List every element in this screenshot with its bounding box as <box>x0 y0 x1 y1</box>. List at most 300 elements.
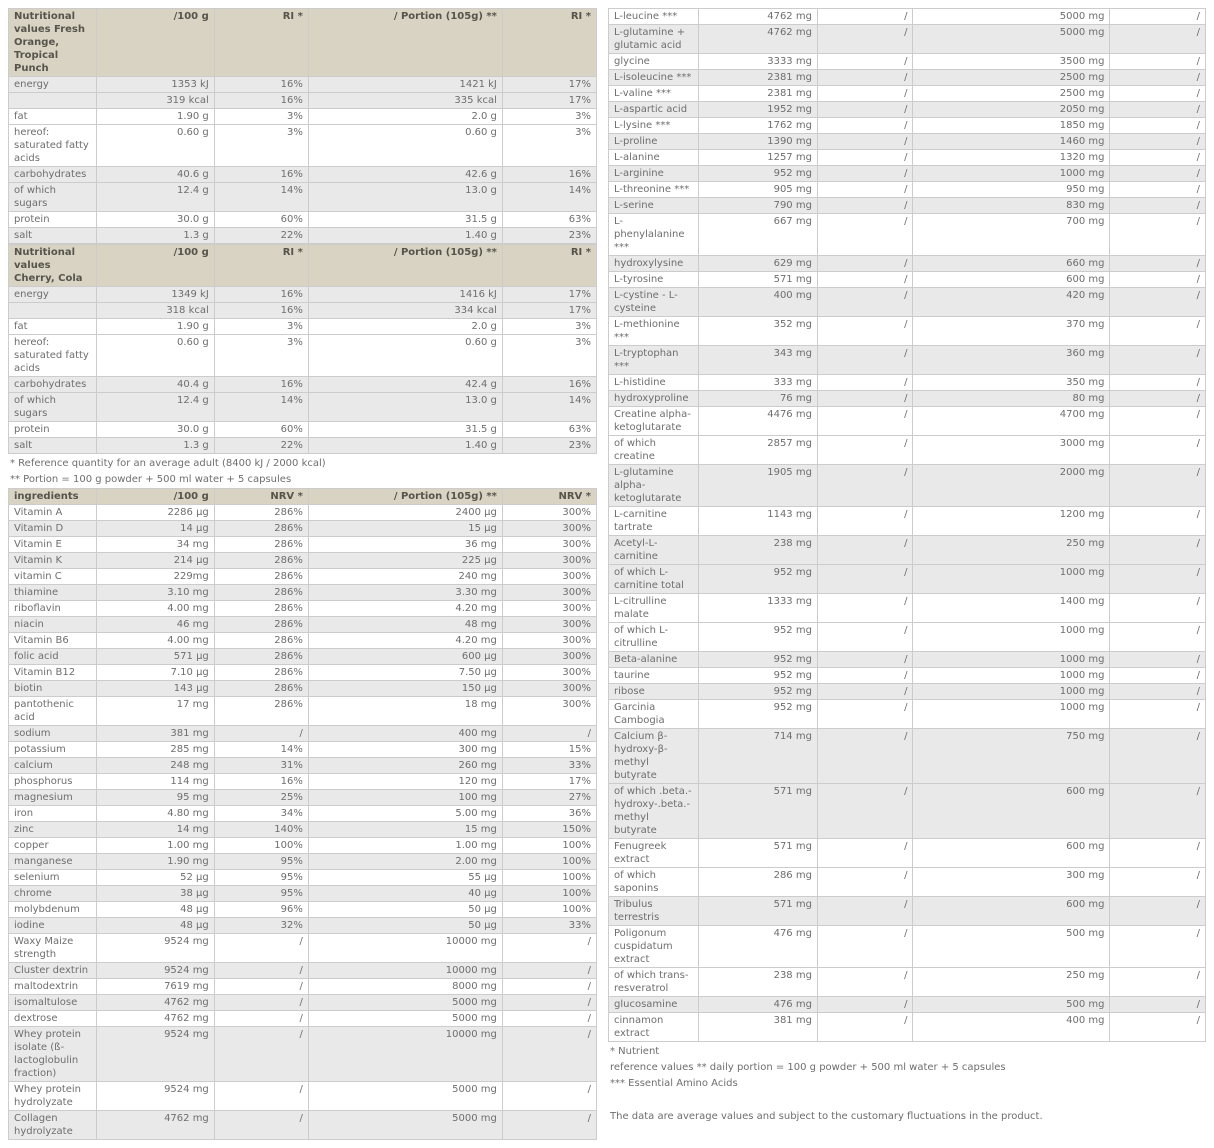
ri2-percent-cell: 17% <box>502 77 596 93</box>
per-100g-cell: 40.4 g <box>97 377 215 393</box>
per-portion-cell: 100 mg <box>308 790 502 806</box>
table-title: Nutritional values Fresh Orange, Tropical Punch <box>9 9 97 77</box>
per-portion-cell: 0.60 g <box>308 125 502 167</box>
table-row <box>609 926 1206 968</box>
row-label-cell: Whey protein isolate (ß- lactoglobulin fraction) <box>9 1027 97 1082</box>
ri-percent-cell: / <box>214 1082 308 1111</box>
table-row <box>9 422 597 438</box>
table-row <box>609 897 1206 926</box>
row-label-cell: Waxy Maize strength <box>9 934 97 963</box>
per-100g-cell: 4476 mg <box>698 407 817 436</box>
table-row <box>609 868 1206 897</box>
per-100g-cell: 7.10 µg <box>97 665 215 681</box>
ri2-percent-cell: 17% <box>502 93 596 109</box>
ri2-percent-cell: / <box>1110 668 1206 684</box>
per-portion-cell: 5000 mg <box>913 9 1110 25</box>
table-row <box>9 995 597 1011</box>
table-row <box>9 183 597 212</box>
per-100g-cell: 319 kcal <box>97 93 215 109</box>
column-header-ri: RI * <box>214 9 308 77</box>
table-row <box>9 228 597 244</box>
row-label-cell: calcium <box>9 758 97 774</box>
per-portion-cell: 2.0 g <box>308 319 502 335</box>
per-portion-cell: 0.60 g <box>308 335 502 377</box>
amino-acids-table <box>608 8 1206 1042</box>
ri-percent-cell: 22% <box>214 438 308 454</box>
row-label-cell: glucosamine <box>609 997 699 1013</box>
row-label-cell: L-alanine <box>609 150 699 166</box>
ri2-percent-cell: 17% <box>502 774 596 790</box>
per-100g-cell: 571 mg <box>698 272 817 288</box>
ri2-percent-cell: 100% <box>502 854 596 870</box>
ri-percent-cell: 32% <box>214 918 308 934</box>
footnote-portion-definition: ** Portion = 100 g powder + 500 ml water + 5 capsules <box>10 474 292 485</box>
row-label-cell: Cluster dextrin <box>9 963 97 979</box>
table-row <box>609 507 1206 536</box>
per-100g-cell: 952 mg <box>698 652 817 668</box>
row-label-cell: of which sugars <box>9 393 97 422</box>
per-portion-cell: 5000 mg <box>308 1111 502 1140</box>
per-100g-cell: 9524 mg <box>97 1082 215 1111</box>
row-label-cell: vitamin C <box>9 569 97 585</box>
ri-percent-cell: / <box>214 1011 308 1027</box>
table-row <box>609 1013 1206 1042</box>
row-label-cell: Collagen hydrolyzate <box>9 1111 97 1140</box>
per-portion-cell: 31.5 g <box>308 422 502 438</box>
ri2-percent-cell: / <box>1110 436 1206 465</box>
per-100g-cell: 143 µg <box>97 681 215 697</box>
ri2-percent-cell: / <box>1110 375 1206 391</box>
ri-percent-cell: / <box>817 565 913 594</box>
ri-percent-cell: / <box>214 995 308 1011</box>
per-100g-cell: 352 mg <box>698 317 817 346</box>
ri2-percent-cell: / <box>1110 968 1206 997</box>
per-100g-cell: 3333 mg <box>698 54 817 70</box>
per-portion-cell: 250 mg <box>913 536 1110 565</box>
table-row <box>609 594 1206 623</box>
ri2-percent-cell: / <box>1110 25 1206 54</box>
ri2-percent-cell: / <box>1110 70 1206 86</box>
per-portion-cell: 225 µg <box>308 553 502 569</box>
per-100g-cell: 4.80 mg <box>97 806 215 822</box>
per-100g-cell: 952 mg <box>698 565 817 594</box>
table-row <box>9 979 597 995</box>
per-100g-cell: 318 kcal <box>97 303 215 319</box>
per-portion-cell: 1416 kJ <box>308 287 502 303</box>
per-portion-cell: 1320 mg <box>913 150 1110 166</box>
per-portion-cell: 600 mg <box>913 272 1110 288</box>
ri-percent-cell: 286% <box>214 681 308 697</box>
row-label-cell: maltodextrin <box>9 979 97 995</box>
ri2-percent-cell: 27% <box>502 790 596 806</box>
per-portion-cell: 1400 mg <box>913 594 1110 623</box>
ri-percent-cell: 286% <box>214 585 308 601</box>
row-label-cell: magnesium <box>9 790 97 806</box>
ri2-percent-cell: 300% <box>502 585 596 601</box>
row-label-cell: L-serine <box>609 198 699 214</box>
ri2-percent-cell: 23% <box>502 438 596 454</box>
table-row <box>609 118 1206 134</box>
footnote-daily-portion: reference values ** daily portion = 100 g powder + 500 ml water + 5 capsules <box>610 1062 1006 1073</box>
row-label-cell: copper <box>9 838 97 854</box>
per-portion-cell: 3.30 mg <box>308 585 502 601</box>
ri2-percent-cell: / <box>1110 839 1206 868</box>
row-label-cell: L-tryptophan *** <box>609 346 699 375</box>
row-label-cell: potassium <box>9 742 97 758</box>
ri2-percent-cell: / <box>502 963 596 979</box>
per-100g-cell: 1.90 g <box>97 109 215 125</box>
ri-percent-cell: / <box>817 1013 913 1042</box>
per-100g-cell: 381 mg <box>698 1013 817 1042</box>
per-portion-cell: 55 µg <box>308 870 502 886</box>
per-100g-cell: 14 µg <box>97 521 215 537</box>
table-row <box>609 700 1206 729</box>
ri2-percent-cell: / <box>1110 507 1206 536</box>
table-row <box>609 391 1206 407</box>
row-label-cell: hydroxylysine <box>609 256 699 272</box>
per-portion-cell: 42.4 g <box>308 377 502 393</box>
ri-percent-cell: / <box>817 700 913 729</box>
column-header-ri2: RI * <box>502 245 596 287</box>
column-header-nrv: NRV * <box>214 489 308 505</box>
ri2-percent-cell: 300% <box>502 697 596 726</box>
ri2-percent-cell: / <box>1110 166 1206 182</box>
per-portion-cell: 500 mg <box>913 926 1110 968</box>
per-100g-cell: 238 mg <box>698 968 817 997</box>
row-label-cell: of which saponins <box>609 868 699 897</box>
ri-percent-cell: / <box>817 407 913 436</box>
per-100g-cell: 12.4 g <box>97 393 215 422</box>
per-100g-cell: 4762 mg <box>698 25 817 54</box>
per-100g-cell: 0.60 g <box>97 125 215 167</box>
per-100g-cell: 46 mg <box>97 617 215 633</box>
table-row <box>609 407 1206 436</box>
ri-percent-cell: / <box>817 926 913 968</box>
ri-percent-cell: / <box>817 729 913 784</box>
ri2-percent-cell: / <box>1110 868 1206 897</box>
ri-percent-cell: / <box>214 1027 308 1082</box>
ri-percent-cell: 3% <box>214 125 308 167</box>
ri-percent-cell: / <box>817 684 913 700</box>
table-row <box>609 465 1206 507</box>
per-100g-cell: 571 µg <box>97 649 215 665</box>
table-row <box>609 25 1206 54</box>
table-row <box>609 134 1206 150</box>
per-100g-cell: 95 mg <box>97 790 215 806</box>
row-label-cell: of which .beta.- hydroxy-.beta.- methyl butyrate <box>609 784 699 839</box>
per-portion-cell: 2.0 g <box>308 109 502 125</box>
ri2-percent-cell: 15% <box>502 742 596 758</box>
per-100g-cell: 12.4 g <box>97 183 215 212</box>
ri2-percent-cell: / <box>502 1082 596 1111</box>
row-label-cell: Calcium β- hydroxy-β- methyl butyrate <box>609 729 699 784</box>
table-row <box>9 77 597 93</box>
per-portion-cell: 80 mg <box>913 391 1110 407</box>
ri-percent-cell: / <box>817 536 913 565</box>
row-label-cell: dextrose <box>9 1011 97 1027</box>
ri-percent-cell: 14% <box>214 742 308 758</box>
right-column <box>608 8 1206 1123</box>
ri-percent-cell: 16% <box>214 377 308 393</box>
nutrition-table-fresh-orange <box>8 8 597 244</box>
row-label-cell <box>9 93 97 109</box>
per-portion-cell: 10000 mg <box>308 963 502 979</box>
column-header-ri: RI * <box>214 245 308 287</box>
table-row <box>9 806 597 822</box>
ri2-percent-cell: 3% <box>502 125 596 167</box>
table-row <box>9 838 597 854</box>
table-row <box>9 918 597 934</box>
table-row <box>609 256 1206 272</box>
ri2-percent-cell: 16% <box>502 167 596 183</box>
ri-percent-cell: / <box>817 868 913 897</box>
ri2-percent-cell: 63% <box>502 212 596 228</box>
per-100g-cell: 0.60 g <box>97 335 215 377</box>
per-100g-cell: 4762 mg <box>97 1111 215 1140</box>
row-label-cell: L-leucine *** <box>609 9 699 25</box>
per-portion-cell: 420 mg <box>913 288 1110 317</box>
per-100g-cell: 7619 mg <box>97 979 215 995</box>
per-100g-cell: 1.90 g <box>97 319 215 335</box>
per-100g-cell: 1390 mg <box>698 134 817 150</box>
per-100g-cell: 1143 mg <box>698 507 817 536</box>
per-100g-cell: 1905 mg <box>698 465 817 507</box>
per-100g-cell: 571 mg <box>698 897 817 926</box>
row-label-cell: of which trans- resveratrol <box>609 968 699 997</box>
ri2-percent-cell: / <box>1110 926 1206 968</box>
per-portion-cell: 300 mg <box>913 868 1110 897</box>
per-portion-cell: 240 mg <box>308 569 502 585</box>
per-100g-cell: 1.3 g <box>97 228 215 244</box>
nutrition-table-cherry-cola <box>8 244 597 454</box>
per-portion-cell: 2500 mg <box>913 86 1110 102</box>
ri2-percent-cell: 14% <box>502 393 596 422</box>
row-label-cell: hydroxyproline <box>609 391 699 407</box>
row-label-cell: fat <box>9 109 97 125</box>
per-100g-cell: 476 mg <box>698 926 817 968</box>
row-label-cell: cinnamon extract <box>609 1013 699 1042</box>
table-row <box>609 86 1206 102</box>
row-label-cell: taurine <box>609 668 699 684</box>
per-100g-cell: 9524 mg <box>97 934 215 963</box>
footnote-essential-amino-acids: *** Essential Amino Acids <box>610 1078 738 1089</box>
per-portion-cell: 5.00 mg <box>308 806 502 822</box>
ri-percent-cell: 16% <box>214 77 308 93</box>
ri-percent-cell: / <box>817 166 913 182</box>
row-label-cell: niacin <box>9 617 97 633</box>
table-row <box>609 214 1206 256</box>
per-portion-cell: 600 mg <box>913 784 1110 839</box>
table-row <box>609 150 1206 166</box>
row-label-cell: energy <box>9 287 97 303</box>
ri2-percent-cell: 63% <box>502 422 596 438</box>
per-portion-cell: 400 mg <box>308 726 502 742</box>
ri-percent-cell: 31% <box>214 758 308 774</box>
per-portion-cell: 600 µg <box>308 649 502 665</box>
ri-percent-cell: 34% <box>214 806 308 822</box>
row-label-cell: L-isoleucine *** <box>609 70 699 86</box>
ri2-percent-cell: / <box>1110 623 1206 652</box>
ri2-percent-cell: / <box>502 726 596 742</box>
ri2-percent-cell: / <box>1110 317 1206 346</box>
table-row <box>9 393 597 422</box>
ri-percent-cell: / <box>817 272 913 288</box>
row-label-cell: riboflavin <box>9 601 97 617</box>
table-row <box>9 822 597 838</box>
table-row <box>609 623 1206 652</box>
table-row <box>9 377 597 393</box>
per-portion-cell: 300 mg <box>308 742 502 758</box>
table-row <box>609 968 1206 997</box>
row-label-cell: Vitamin B12 <box>9 665 97 681</box>
row-label-cell: glycine <box>609 54 699 70</box>
ri2-percent-cell: 100% <box>502 838 596 854</box>
row-label-cell: Poligonum cuspidatum extract <box>609 926 699 968</box>
per-100g-cell: 285 mg <box>97 742 215 758</box>
ri2-percent-cell: / <box>1110 565 1206 594</box>
row-label-cell: Vitamin A <box>9 505 97 521</box>
footnote-reference-quantity: * Reference quantity for an average adult (8400 kJ / 2000 kcal) <box>10 458 326 469</box>
per-portion-cell: 120 mg <box>308 774 502 790</box>
ri-percent-cell: 95% <box>214 854 308 870</box>
ri-percent-cell: 95% <box>214 886 308 902</box>
ri-percent-cell: 96% <box>214 902 308 918</box>
row-label-cell: L-histidine <box>609 375 699 391</box>
ri-percent-cell: 286% <box>214 505 308 521</box>
ri-percent-cell: / <box>817 668 913 684</box>
table-row <box>609 375 1206 391</box>
row-label-cell: of which L- citrulline <box>609 623 699 652</box>
table-row <box>609 54 1206 70</box>
row-label-cell: of which sugars <box>9 183 97 212</box>
per-portion-cell: 36 mg <box>308 537 502 553</box>
ri2-percent-cell: 300% <box>502 665 596 681</box>
per-portion-cell: 350 mg <box>913 375 1110 391</box>
column-header-nrv2: NRV * <box>502 489 596 505</box>
row-label-cell: Vitamin E <box>9 537 97 553</box>
per-100g-cell: 571 mg <box>698 839 817 868</box>
table-row <box>9 726 597 742</box>
ri-percent-cell: 286% <box>214 521 308 537</box>
table-row <box>9 617 597 633</box>
per-portion-cell: 5000 mg <box>308 995 502 1011</box>
row-label-cell: L-aspartic acid <box>609 102 699 118</box>
ri-percent-cell: / <box>817 256 913 272</box>
ri2-percent-cell: / <box>502 934 596 963</box>
ri-percent-cell: / <box>817 346 913 375</box>
ri-percent-cell: 286% <box>214 697 308 726</box>
ri-percent-cell: / <box>817 54 913 70</box>
ri-percent-cell: / <box>817 118 913 134</box>
ri2-percent-cell: 300% <box>502 633 596 649</box>
ri2-percent-cell: 300% <box>502 681 596 697</box>
ri-percent-cell: 14% <box>214 393 308 422</box>
per-portion-cell: 950 mg <box>913 182 1110 198</box>
table-row <box>9 109 597 125</box>
row-label-cell: Garcinia Cambogia <box>609 700 699 729</box>
ri-percent-cell: 3% <box>214 319 308 335</box>
per-100g-cell: 286 mg <box>698 868 817 897</box>
table-row <box>9 125 597 167</box>
ri2-percent-cell: / <box>1110 729 1206 784</box>
ri2-percent-cell: / <box>1110 86 1206 102</box>
ri2-percent-cell: / <box>1110 214 1206 256</box>
row-label-cell: Creatine alpha- ketoglutarate <box>609 407 699 436</box>
ri-percent-cell: / <box>817 317 913 346</box>
per-100g-cell: 214 µg <box>97 553 215 569</box>
ri2-percent-cell: 17% <box>502 287 596 303</box>
ri-percent-cell: / <box>817 465 913 507</box>
ri2-percent-cell: / <box>1110 256 1206 272</box>
ri-percent-cell: 286% <box>214 649 308 665</box>
ri-percent-cell: 286% <box>214 665 308 681</box>
ri2-percent-cell: / <box>1110 465 1206 507</box>
ri2-percent-cell: 100% <box>502 902 596 918</box>
ri2-percent-cell: / <box>1110 997 1206 1013</box>
column-header-portion: / Portion (105g) ** <box>308 245 502 287</box>
per-portion-cell: 18 mg <box>308 697 502 726</box>
per-portion-cell: 2400 µg <box>308 505 502 521</box>
ri2-percent-cell: / <box>1110 182 1206 198</box>
per-100g-cell: 1349 kJ <box>97 287 215 303</box>
row-label-cell: hereof: saturated fatty acids <box>9 335 97 377</box>
ri2-percent-cell: 3% <box>502 109 596 125</box>
per-portion-cell: 7.50 µg <box>308 665 502 681</box>
per-100g-cell: 343 mg <box>698 346 817 375</box>
ri-percent-cell: / <box>817 968 913 997</box>
ri-percent-cell: 3% <box>214 335 308 377</box>
table-row <box>9 1027 597 1082</box>
per-100g-cell: 52 µg <box>97 870 215 886</box>
per-portion-cell: 15 mg <box>308 822 502 838</box>
ri-percent-cell: / <box>817 897 913 926</box>
ri2-percent-cell: / <box>502 1027 596 1082</box>
row-label-cell: chrome <box>9 886 97 902</box>
per-portion-cell: 260 mg <box>308 758 502 774</box>
table-row <box>9 553 597 569</box>
table-row <box>9 934 597 963</box>
per-100g-cell: 952 mg <box>698 166 817 182</box>
per-100g-cell: 30.0 g <box>97 212 215 228</box>
per-portion-cell: 1000 mg <box>913 700 1110 729</box>
table-header-row <box>9 9 597 77</box>
ri-percent-cell: 3% <box>214 109 308 125</box>
ri-percent-cell: 100% <box>214 838 308 854</box>
table-row <box>9 758 597 774</box>
ri2-percent-cell: / <box>1110 1013 1206 1042</box>
per-100g-cell: 629 mg <box>698 256 817 272</box>
column-header-portion: / Portion (105g) ** <box>308 9 502 77</box>
per-portion-cell: 4.20 mg <box>308 633 502 649</box>
table-row <box>9 1011 597 1027</box>
table-row <box>609 102 1206 118</box>
ri-percent-cell: 16% <box>214 287 308 303</box>
table-row <box>9 963 597 979</box>
ri2-percent-cell: / <box>1110 784 1206 839</box>
ri2-percent-cell: 3% <box>502 319 596 335</box>
ri2-percent-cell: / <box>1110 118 1206 134</box>
per-portion-cell: 1000 mg <box>913 652 1110 668</box>
ri2-percent-cell: 300% <box>502 537 596 553</box>
ri-percent-cell: 60% <box>214 422 308 438</box>
per-portion-cell: 360 mg <box>913 346 1110 375</box>
ri-percent-cell: 16% <box>214 93 308 109</box>
per-100g-cell: 1.00 mg <box>97 838 215 854</box>
ri-percent-cell: 16% <box>214 303 308 319</box>
row-label-cell: protein <box>9 212 97 228</box>
ri-percent-cell: / <box>817 134 913 150</box>
row-label-cell: L-citrulline malate <box>609 594 699 623</box>
